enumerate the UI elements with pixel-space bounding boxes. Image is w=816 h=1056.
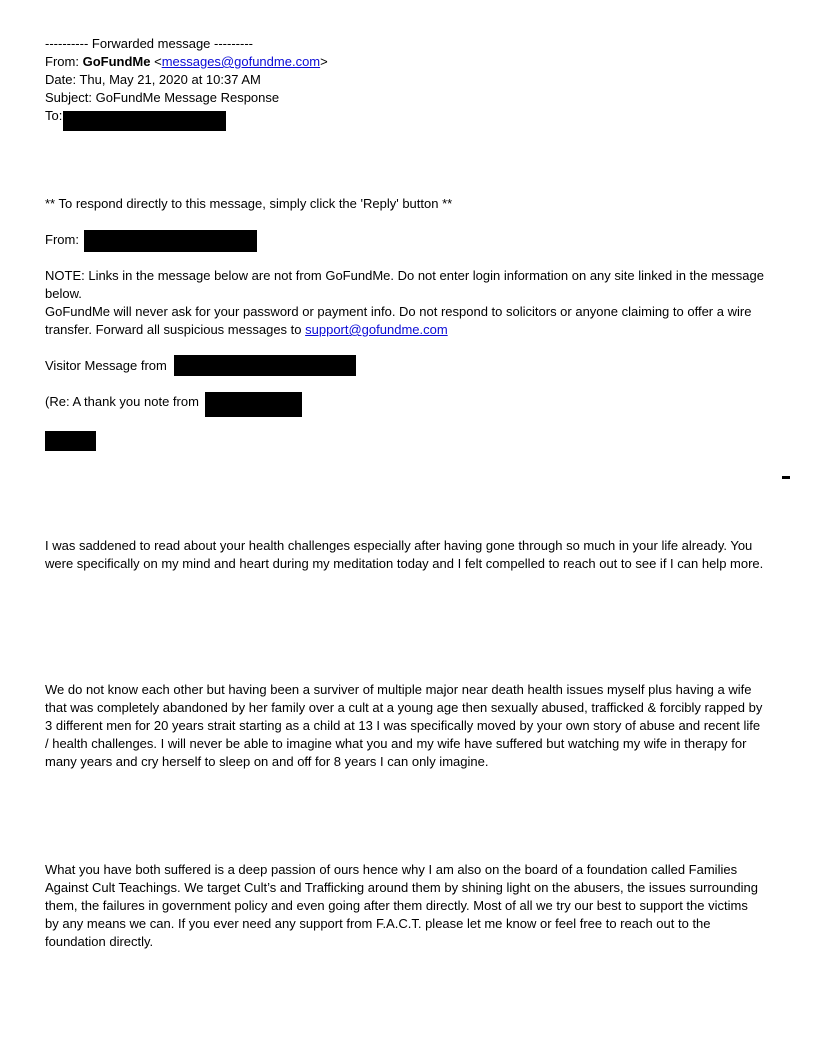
support-email-link[interactable]: support@gofundme.com bbox=[305, 322, 448, 337]
body-paragraph-3: What you have both suffered is a deep passion of ours hence why I am also on the board of a foundation called Families Against Cult Teachings. We target Cult’s and Trafficking around them by shining light on the abusers, the issues surrounding them, the failures in government policy and even going after them directly. Most of all we try our best to support the victims by any means we can. If you ever need any support from F.A.C.T. please let me know or feel free to reach out to the foundation directly. bbox=[45, 862, 759, 949]
visitor-message-label: Visitor Message from bbox=[45, 358, 167, 373]
note-line-1: NOTE: Links in the message below are not from GoFundMe. Do not enter login information on any site linked in the message below. bbox=[45, 268, 764, 301]
redaction-visitor bbox=[174, 355, 356, 376]
from-email-link[interactable]: messages@gofundme.com bbox=[161, 54, 321, 69]
to-label: To: bbox=[45, 108, 63, 123]
subject-line: Subject: GoFundMe Message Response bbox=[45, 90, 280, 105]
from-sender-name: GoFundMe bbox=[82, 54, 151, 69]
redaction-greeting bbox=[45, 431, 96, 451]
body-paragraph-1: I was saddened to read about your health challenges especially after having gone through so much in your life already. You were specifically on my mind and heart during my meditation today and I felt compelled to reach out to see if I can help more. bbox=[45, 538, 764, 571]
body-paragraph-2: We do not know each other but having been a surviver of multiple major near death health issues myself plus having a wife that was completely abandoned by her family over a cult at a young age then sexually abused, trafficked & forcibly rapped by 3 different men for 20 years strait starting as a child at 13 I was specifically moved by your own story of abuse and recent life / health challenges. I will never be able to imagine what you and my wife have suffered but watching my wife in therapy for many years and cry herself to sleep on and off for 8 years I can only imagine. bbox=[45, 682, 763, 769]
redaction-to bbox=[63, 111, 226, 131]
from-lt: < bbox=[154, 54, 162, 69]
forward-separator: ---------- Forwarded message --------- bbox=[45, 36, 253, 51]
redaction-sender bbox=[84, 230, 257, 252]
date-line: Date: Thu, May 21, 2020 at 10:37 AM bbox=[45, 72, 261, 87]
from-gt: > bbox=[320, 54, 328, 69]
stray-mark bbox=[782, 476, 790, 479]
redaction-re bbox=[205, 392, 302, 417]
from-line bbox=[45, 53, 328, 71]
sender-from-label: From: bbox=[45, 232, 79, 247]
note-line-2 bbox=[45, 303, 765, 339]
re-line: (Re: A thank you note from bbox=[45, 394, 199, 409]
from-label: From: bbox=[45, 54, 79, 69]
reply-instruction: ** To respond directly to this message, simply click the 'Reply' button ** bbox=[45, 196, 453, 211]
note-line-2-text: GoFundMe will never ask for your password or payment info. Do not respond to solicitors or anyone claiming to offer a wire transfer. Forward all suspicious messages to bbox=[45, 304, 752, 337]
